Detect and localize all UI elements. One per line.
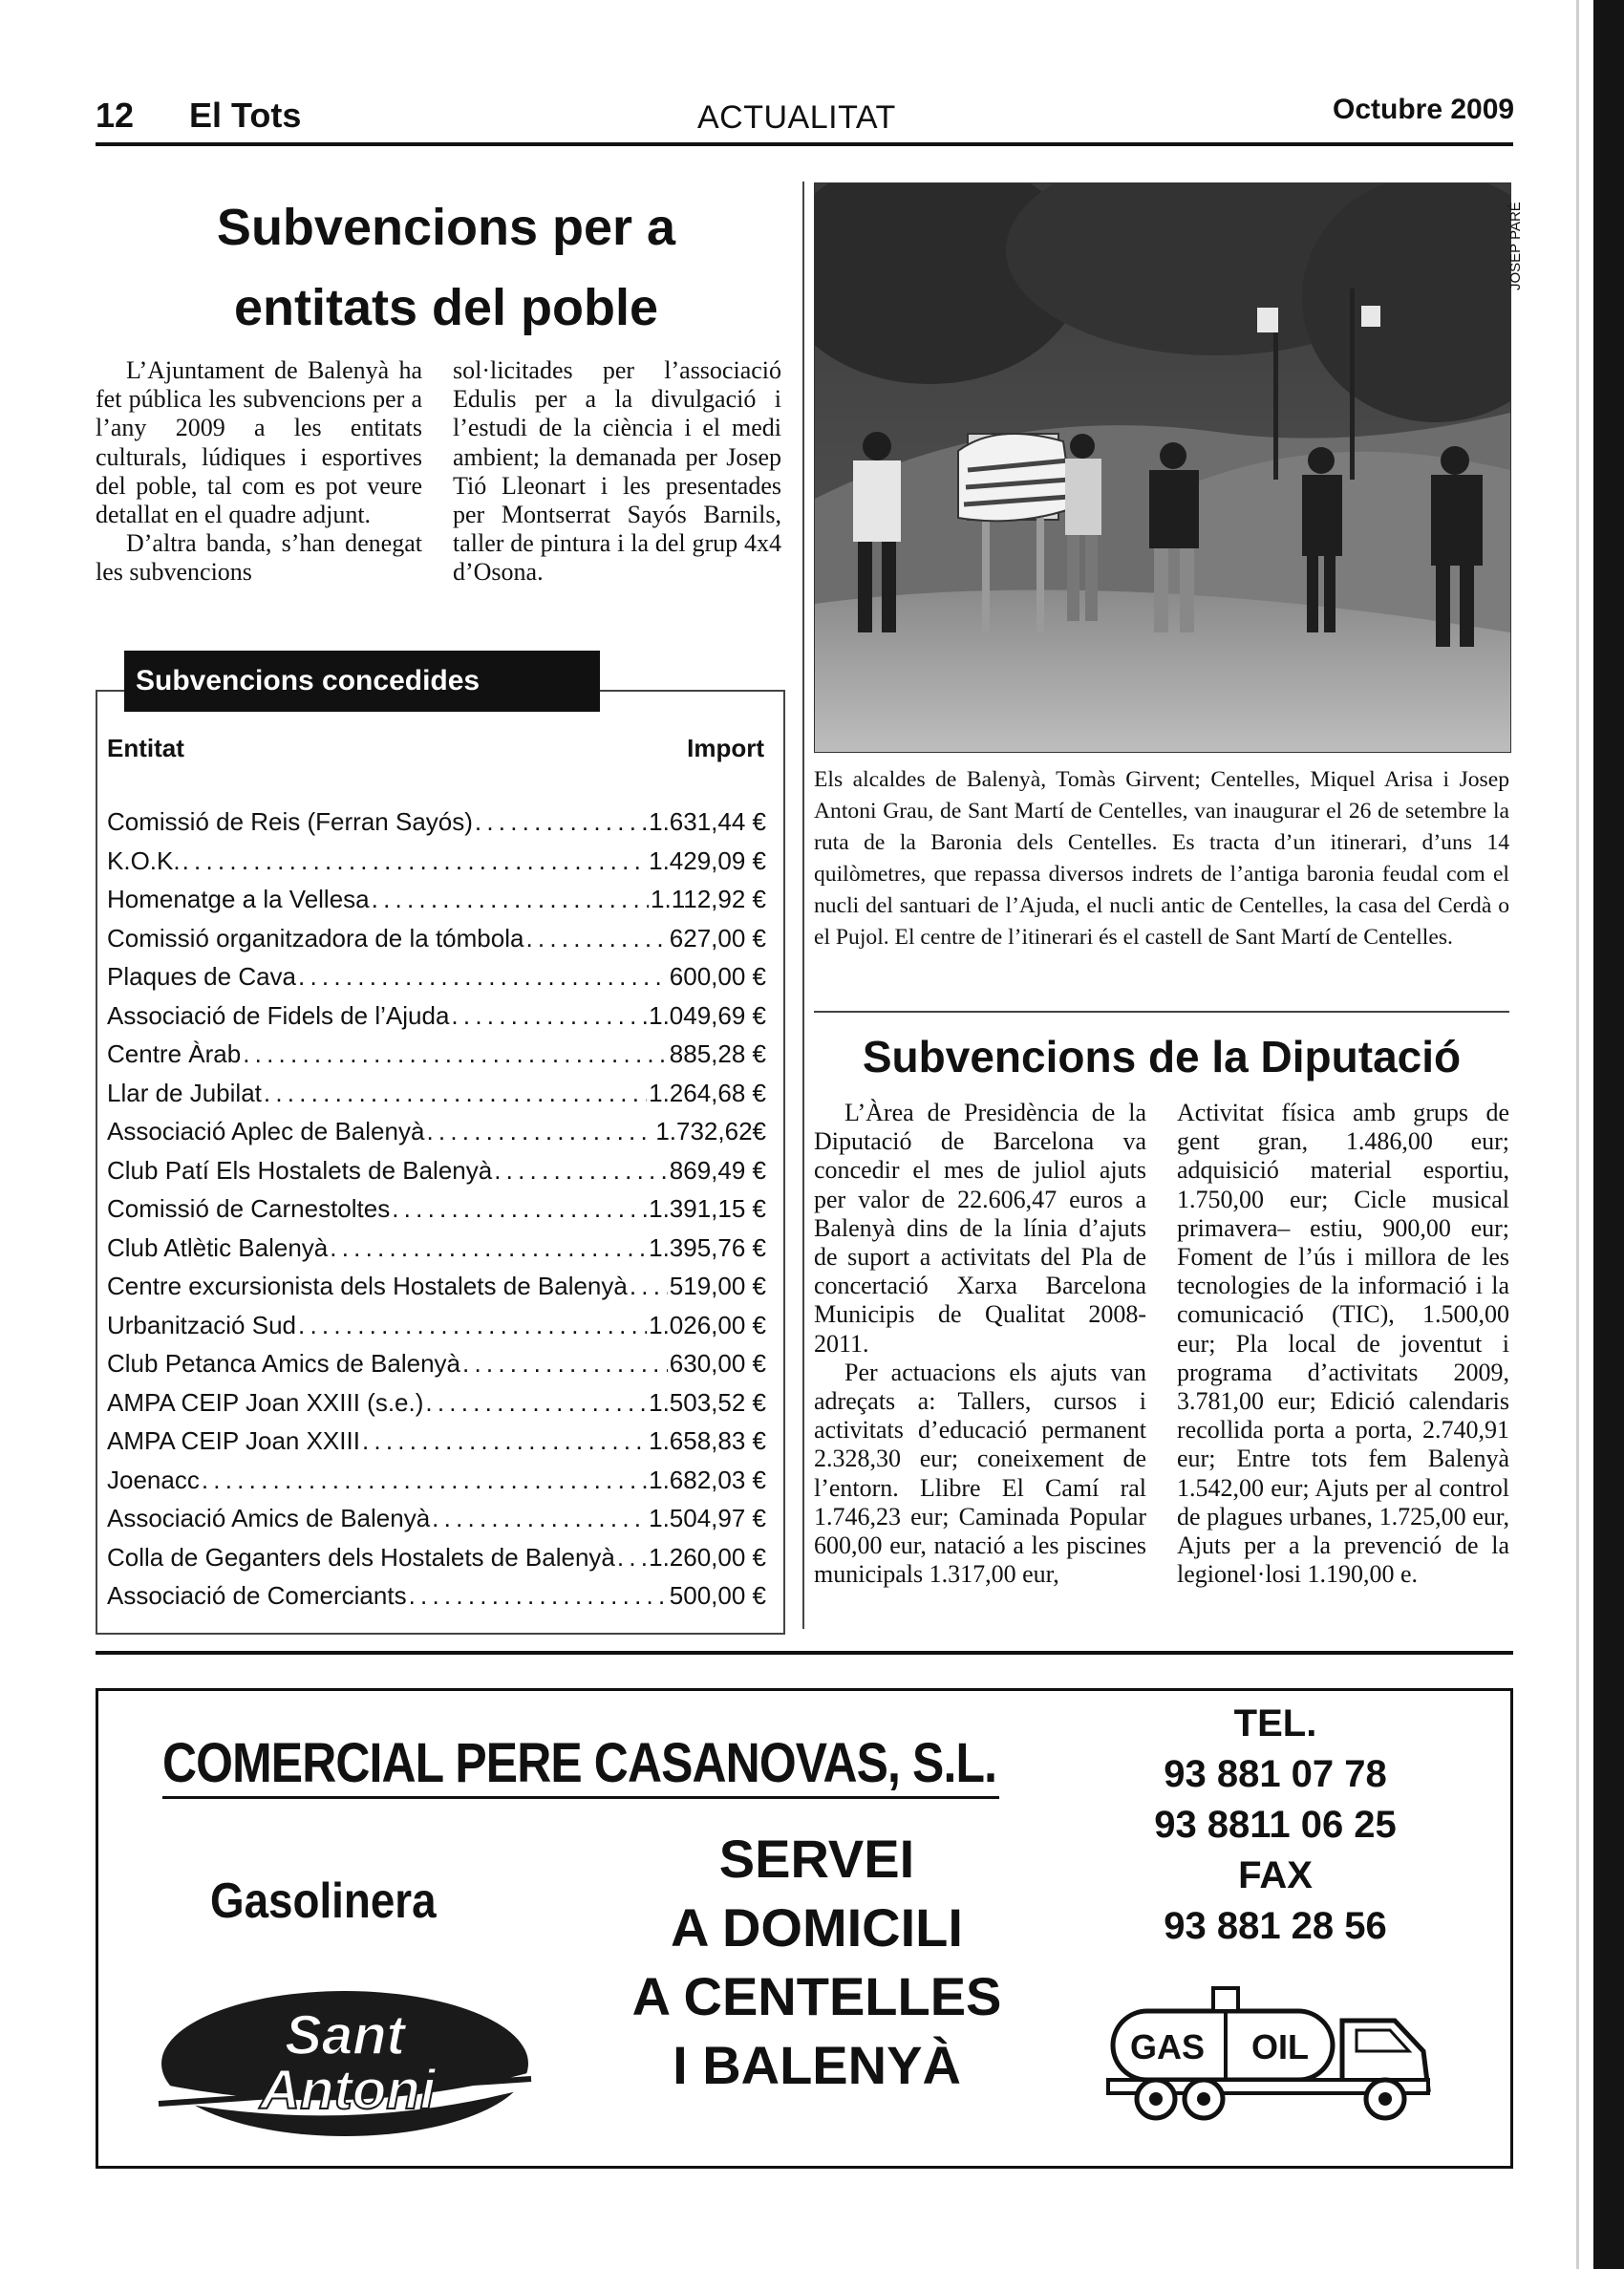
- fax-number: 93 881 28 56: [1164, 1905, 1387, 1947]
- ad-company-underline: [162, 1796, 999, 1799]
- row-entity: Associació Amics de Balenyà: [107, 1504, 431, 1532]
- photo-inauguration: [814, 182, 1511, 753]
- page-number: 12: [96, 96, 135, 135]
- table-row: [107, 919, 766, 958]
- row-amount: 627,00 €: [669, 923, 766, 953]
- row-entity: Club Petanca Amics de Balenyà: [107, 1349, 460, 1378]
- leader-dots: [494, 1151, 668, 1190]
- leader-dots: [462, 1344, 668, 1383]
- row-entity: Associació de Comerciants: [107, 1581, 407, 1610]
- table-row: [107, 1229, 766, 1268]
- header-rule: [96, 142, 1513, 146]
- photo-caption: Els alcaldes de Balenyà, Tomàs Girvent; Centelles, Miquel Arisa i Josep Antoni Grau, de Sant Martí de Centelles, van inaugurar el 26 de setembre la ruta de la Baronia dels Centelles. Es tracta d’un itinerari, d’uns 14 quilòmetres, que repassa diversos indrets de l’antiga baronia feudal com el nucli del santuari de l’Ajuda, el nucli antic de Centelles, la casa del Cerdà o el Pujol. El centre de l’itinerari és el castell de Sant Martí de Centelles.: [814, 767, 1509, 950]
- table-row: [107, 803, 766, 842]
- row-entity: AMPA CEIP Joan XXIII (s.e.): [107, 1387, 424, 1417]
- row-entity: Club Atlètic Balenyà: [107, 1232, 329, 1262]
- table-row: [107, 1151, 766, 1190]
- row-amount: 1.112,92 €: [651, 885, 766, 913]
- row-amount: 1.264,68 €: [649, 1078, 766, 1107]
- scan-border: [1593, 0, 1624, 2269]
- row-amount: 630,00 €: [669, 1349, 766, 1378]
- article-paragraph: Activitat física amb grups de gent gran, 1.486,00 eur; adquisició material esportiu, 1.750,00 eur; Cicle musical primavera– estiu, 900,00 eur; Foment de l’ús i millora de les tecnologies de la informació i la comunicació (TIC), 1.500,00 eur; Pla local de joventut i programa d’activitats 2009, 3.781,00 eur; Edició calendaris recollida porta a porta, 2.740,91 eur; Entre tots fem Balenyà 1.542,00 eur; Ajuts per al control de plagues urbanes, 1.725,00 eur, Ajuts per a la prevenció de la legionel·losi 1.190,00 e.: [1177, 1099, 1509, 1589]
- row-amount: 1.658,83 €: [649, 1426, 766, 1455]
- row-amount: 1.395,76 €: [649, 1232, 766, 1262]
- article-title-line1: Subvencions per a: [216, 199, 676, 256]
- page-edge: [1576, 0, 1579, 2269]
- truck-text-gas: GAS: [1129, 2027, 1206, 2066]
- table-rows: [107, 803, 766, 1616]
- tel-number-1: 93 881 07 78: [1164, 1753, 1387, 1795]
- sant-antoni-logo: [145, 1980, 545, 2142]
- table-row: [107, 1035, 766, 1074]
- leader-dots: [432, 1499, 647, 1538]
- row-entity: Comissió organitzadora de la tómbola: [107, 923, 524, 953]
- row-amount: 1.429,09 €: [649, 846, 766, 875]
- tel-number-2: 93 8811 06 25: [1154, 1804, 1397, 1846]
- leader-dots: [525, 919, 667, 958]
- leader-dots: [362, 1422, 647, 1461]
- row-amount: 1.631,44 €: [649, 807, 766, 836]
- row-entity: Joenacc: [107, 1465, 200, 1494]
- article-body-col2: [453, 356, 781, 588]
- fax-label: FAX: [1238, 1854, 1313, 1896]
- article-paragraph: Per actuacions els ajuts van adreçats a: Tallers, cursos i activitats d’educació permanent 2.328,30 eur; coneixement de l’entorn. Llibre El Camí ral 1.746,23 eur; Caminada Popular 600,00 eur, natació a les piscines municipals 1.317,00 eur,: [814, 1358, 1146, 1589]
- table-title: Subvencions concedides: [124, 651, 600, 712]
- table-row: [107, 957, 766, 996]
- leader-dots: [475, 803, 647, 842]
- ad-service-line: A CENTELLES: [631, 1966, 1002, 2026]
- table-row: [107, 1267, 766, 1306]
- leader-dots: [330, 1229, 647, 1268]
- photo-credit: JOSEP PARÉ: [1507, 202, 1524, 290]
- table-row: [107, 1344, 766, 1383]
- ad-company-name: COMERCIAL PERE CASANOVAS, S.L.: [162, 1732, 997, 1794]
- table-header: [107, 734, 764, 763]
- article-paragraph: D’altra banda, s’han denegat les subvencions: [96, 529, 422, 587]
- table-row: [107, 842, 766, 881]
- row-amount: 1.732,62€: [655, 1117, 766, 1145]
- row-amount: 1.026,00 €: [649, 1310, 766, 1339]
- row-entity: Plaques de Cava: [107, 962, 297, 991]
- leader-dots: [392, 1189, 647, 1229]
- issue-date: Octubre 2009: [1333, 94, 1515, 125]
- table-row: [107, 1383, 766, 1423]
- column-divider: [802, 182, 804, 1629]
- row-amount: 885,28 €: [669, 1039, 766, 1068]
- row-entity: Associació de Fidels de l’Ajuda: [107, 1000, 450, 1030]
- table-row: [107, 996, 766, 1036]
- row-amount: 869,49 €: [669, 1155, 766, 1185]
- section-title: ACTUALITAT: [697, 99, 896, 136]
- article-paragraph: L’Ajuntament de Balenyà ha fet pública les subvencions per a l’any 2009 a les entitats culturals, lúdiques i esportives del poble, tal com es pot veure detallat en el quadre adjunt.: [96, 356, 422, 529]
- publication-name: El Tots: [189, 96, 302, 135]
- row-amount: 1.260,00 €: [649, 1542, 766, 1572]
- leader-dots: [298, 1306, 647, 1345]
- column-header-entity: Entitat: [107, 734, 184, 762]
- article-body-col1: [96, 356, 422, 588]
- logo-text-line2: Antoni: [260, 2059, 436, 2121]
- row-entity: AMPA CEIP Joan XXIII: [107, 1426, 360, 1455]
- table-row: [107, 1112, 766, 1151]
- table-row: [107, 1189, 766, 1229]
- leader-dots: [409, 1576, 668, 1616]
- ad-service-line: I BALENYÀ: [673, 2035, 961, 2095]
- table-row: [107, 1074, 766, 1113]
- tel-label: TEL.: [1233, 1702, 1317, 1745]
- row-amount: 519,00 €: [669, 1272, 766, 1300]
- leader-dots: [243, 1035, 668, 1074]
- ad-service-line: A DOMICILI: [671, 1897, 963, 1958]
- leader-dots: [426, 1112, 653, 1151]
- ad-service: [592, 1825, 1041, 2100]
- row-entity: K.O.K.: [107, 846, 181, 875]
- article-title-line2: entitats del poble: [233, 279, 659, 336]
- row-entity: Urbanització Sud: [107, 1310, 296, 1339]
- article-title: [97, 187, 795, 348]
- table-row: [107, 1461, 766, 1500]
- leader-dots: [202, 1461, 647, 1500]
- leader-dots: [182, 842, 648, 881]
- ad-gas-station: Gasolinera: [210, 1873, 437, 1929]
- row-amount: 1.504,97 €: [649, 1504, 766, 1532]
- leader-dots: [298, 957, 668, 996]
- ad-contact: [1127, 1699, 1423, 1952]
- row-amount: 600,00 €: [669, 962, 766, 991]
- article-paragraph: L’Àrea de Presidència de la Diputació de Barcelona va concedir el mes de juliol ajuts per valor de 22.606,47 euros a Balenyà dins de la línia d’ajuts de suport a activitats del Pla de concertació Xarxa Barcelona Municipis de Qualitat 2008-2011.: [814, 1099, 1146, 1358]
- leader-dots: [425, 1383, 647, 1423]
- column-header-amount: Import: [687, 734, 764, 762]
- row-amount: 1.503,52 €: [649, 1387, 766, 1417]
- table-row: [107, 1576, 766, 1616]
- row-entity: Llar de Jubilat: [107, 1078, 262, 1107]
- row-entity: Colla de Geganters dels Hostalets de Balenyà: [107, 1542, 615, 1572]
- table-row: [107, 880, 766, 919]
- row-amount: 1.682,03 €: [649, 1465, 766, 1494]
- leader-dots: [372, 880, 649, 919]
- logo-text-line1: Sant: [285, 2004, 405, 2066]
- leader-dots: [264, 1074, 647, 1113]
- leader-dots: [451, 996, 647, 1036]
- caption-rule: [814, 1011, 1509, 1013]
- article-paragraph: sol·licitades per l’associació Edulis per a la divulgació i l’estudi de la ciència i el medi ambient; la demanada per Josep Tió Lleonart i les presentades per Montserrat Sayós Barnils, taller de pintura i la del grup 4x4 d’Osona.: [453, 356, 781, 587]
- table-row: [107, 1422, 766, 1461]
- leader-dots: [630, 1267, 668, 1306]
- row-entity: Centre excursionista dels Hostalets de Balenyà: [107, 1272, 628, 1300]
- ad-top-rule: [96, 1651, 1513, 1655]
- tank-truck-icon: [1099, 1982, 1442, 2126]
- article2-body-col1: [814, 1099, 1146, 1589]
- row-entity: Associació Aplec de Balenyà: [107, 1117, 425, 1145]
- ad-service-line: SERVEI: [718, 1829, 915, 1889]
- article2-body-col2: [1177, 1099, 1509, 1589]
- row-amount: 1.049,69 €: [649, 1000, 766, 1030]
- table-row: [107, 1538, 766, 1577]
- leader-dots: [617, 1538, 647, 1577]
- row-amount: 1.391,15 €: [649, 1194, 766, 1223]
- table-row: [107, 1499, 766, 1538]
- row-entity: Centre Àrab: [107, 1039, 242, 1068]
- truck-text-oil: OIL: [1251, 2027, 1309, 2066]
- row-entity: Club Patí Els Hostalets de Balenyà: [107, 1155, 493, 1185]
- row-entity: Homenatge a la Vellesa: [107, 885, 370, 913]
- row-amount: 500,00 €: [669, 1581, 766, 1610]
- row-entity: Comissió de Reis (Ferran Sayós): [107, 807, 473, 836]
- row-entity: Comissió de Carnestoltes: [107, 1194, 391, 1223]
- table-row: [107, 1306, 766, 1345]
- article-title-diputacio: Subvencions de la Diputació: [862, 1032, 1462, 1081]
